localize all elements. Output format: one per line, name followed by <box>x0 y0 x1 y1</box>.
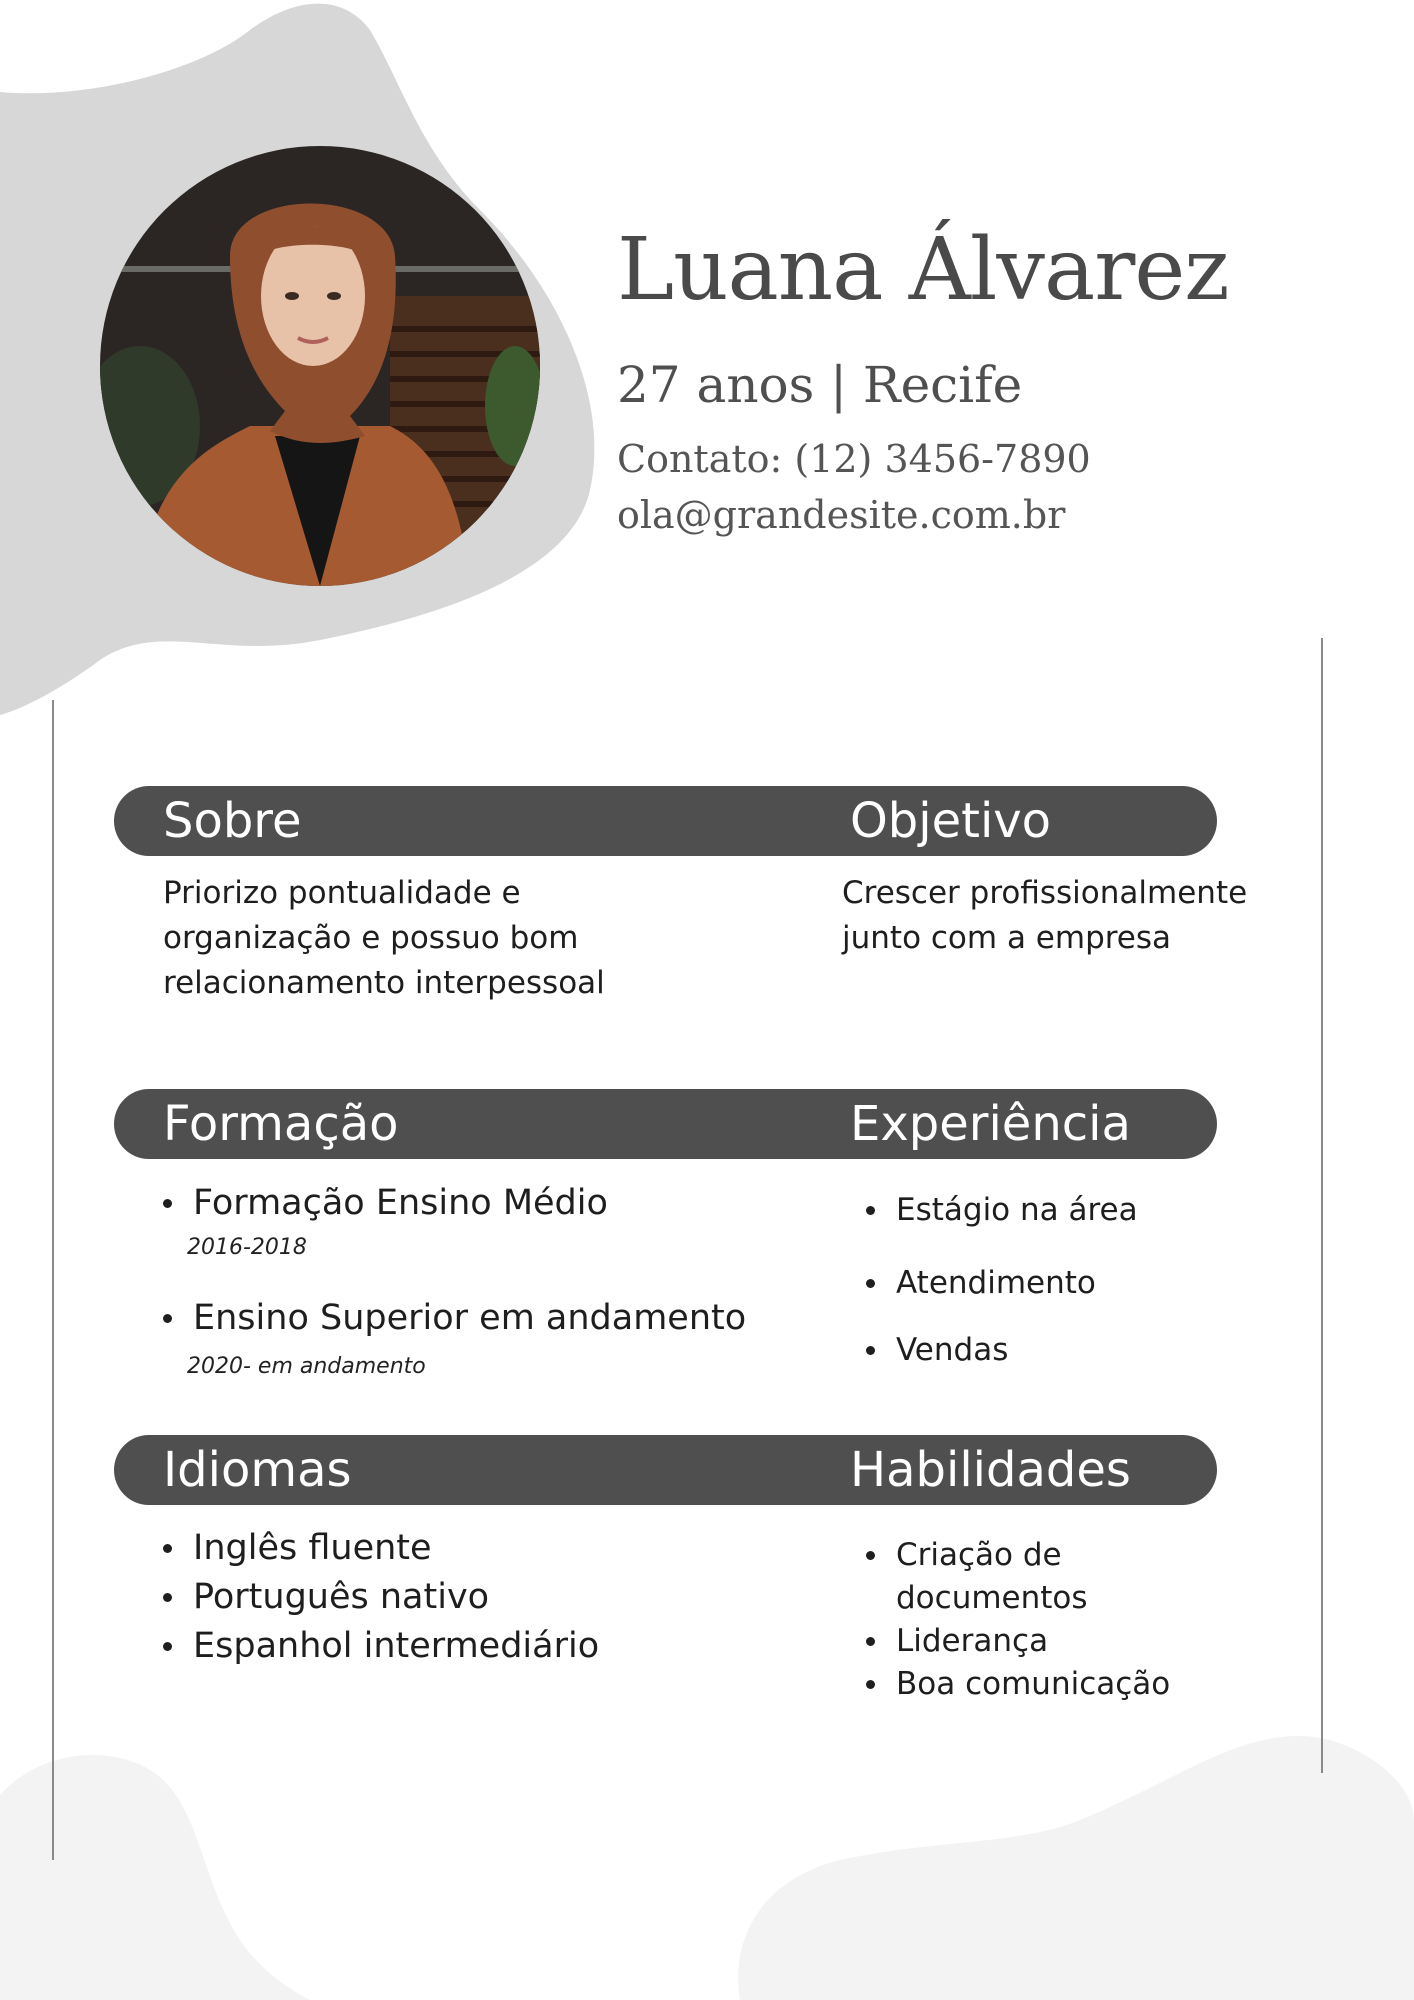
experiencia-list-2 <box>866 1262 1096 1305</box>
formacao-date: 2020- em andamento <box>187 1354 426 1379</box>
age-city: 27 anos | Recife <box>617 356 1023 414</box>
section-title-habilidades: Habilidades <box>850 1442 1131 1498</box>
experiencia-list <box>866 1189 1138 1232</box>
section-title-sobre: Sobre <box>163 793 302 849</box>
section-title-formacao: Formação <box>163 1096 399 1152</box>
formacao-item: Formação Ensino Médio <box>163 1179 608 1228</box>
contact-email: ola@grandesite.com.br <box>617 493 1066 537</box>
right-divider-line <box>1321 638 1323 1773</box>
contact-phone: Contato: (12) 3456-7890 <box>617 437 1091 481</box>
section-title-idiomas: Idiomas <box>163 1442 352 1498</box>
profile-photo <box>100 146 540 586</box>
section-title-objetivo: Objetivo <box>850 793 1052 849</box>
formacao-item: Ensino Superior em andamento <box>163 1294 746 1343</box>
experiencia-list-3 <box>866 1329 1008 1372</box>
objetivo-text: Crescer profissionalmente junto com a empresa <box>842 875 1248 956</box>
habilidades-item: Boa comunicação <box>866 1663 1206 1706</box>
section-title-experiencia: Experiência <box>850 1096 1131 1152</box>
habilidades-item: Criação de documentos <box>866 1534 1206 1620</box>
bottom-left-blob <box>0 1755 310 2000</box>
formacao-list-2 <box>163 1294 746 1343</box>
idiomas-item: Português nativo <box>163 1573 599 1622</box>
habilidades-list <box>866 1534 1206 1706</box>
bottom-right-blob <box>738 1736 1414 2000</box>
habilidades-item: Liderança <box>866 1620 1206 1663</box>
formacao-list <box>163 1179 608 1228</box>
experiencia-item: Atendimento <box>866 1262 1096 1305</box>
idiomas-item: Inglês fluente <box>163 1524 599 1573</box>
candidate-name: Luana Álvarez <box>617 220 1229 320</box>
left-divider-line <box>52 700 54 1860</box>
experiencia-item: Vendas <box>866 1329 1008 1372</box>
idiomas-item: Espanhol intermediário <box>163 1622 599 1671</box>
experiencia-item: Estágio na área <box>866 1189 1138 1232</box>
sobre-text: Priorizo pontualidade e organização e possuo bom relacionamento interpessoal <box>163 875 605 1001</box>
formacao-date: 2016-2018 <box>187 1235 307 1260</box>
idiomas-list <box>163 1524 599 1671</box>
